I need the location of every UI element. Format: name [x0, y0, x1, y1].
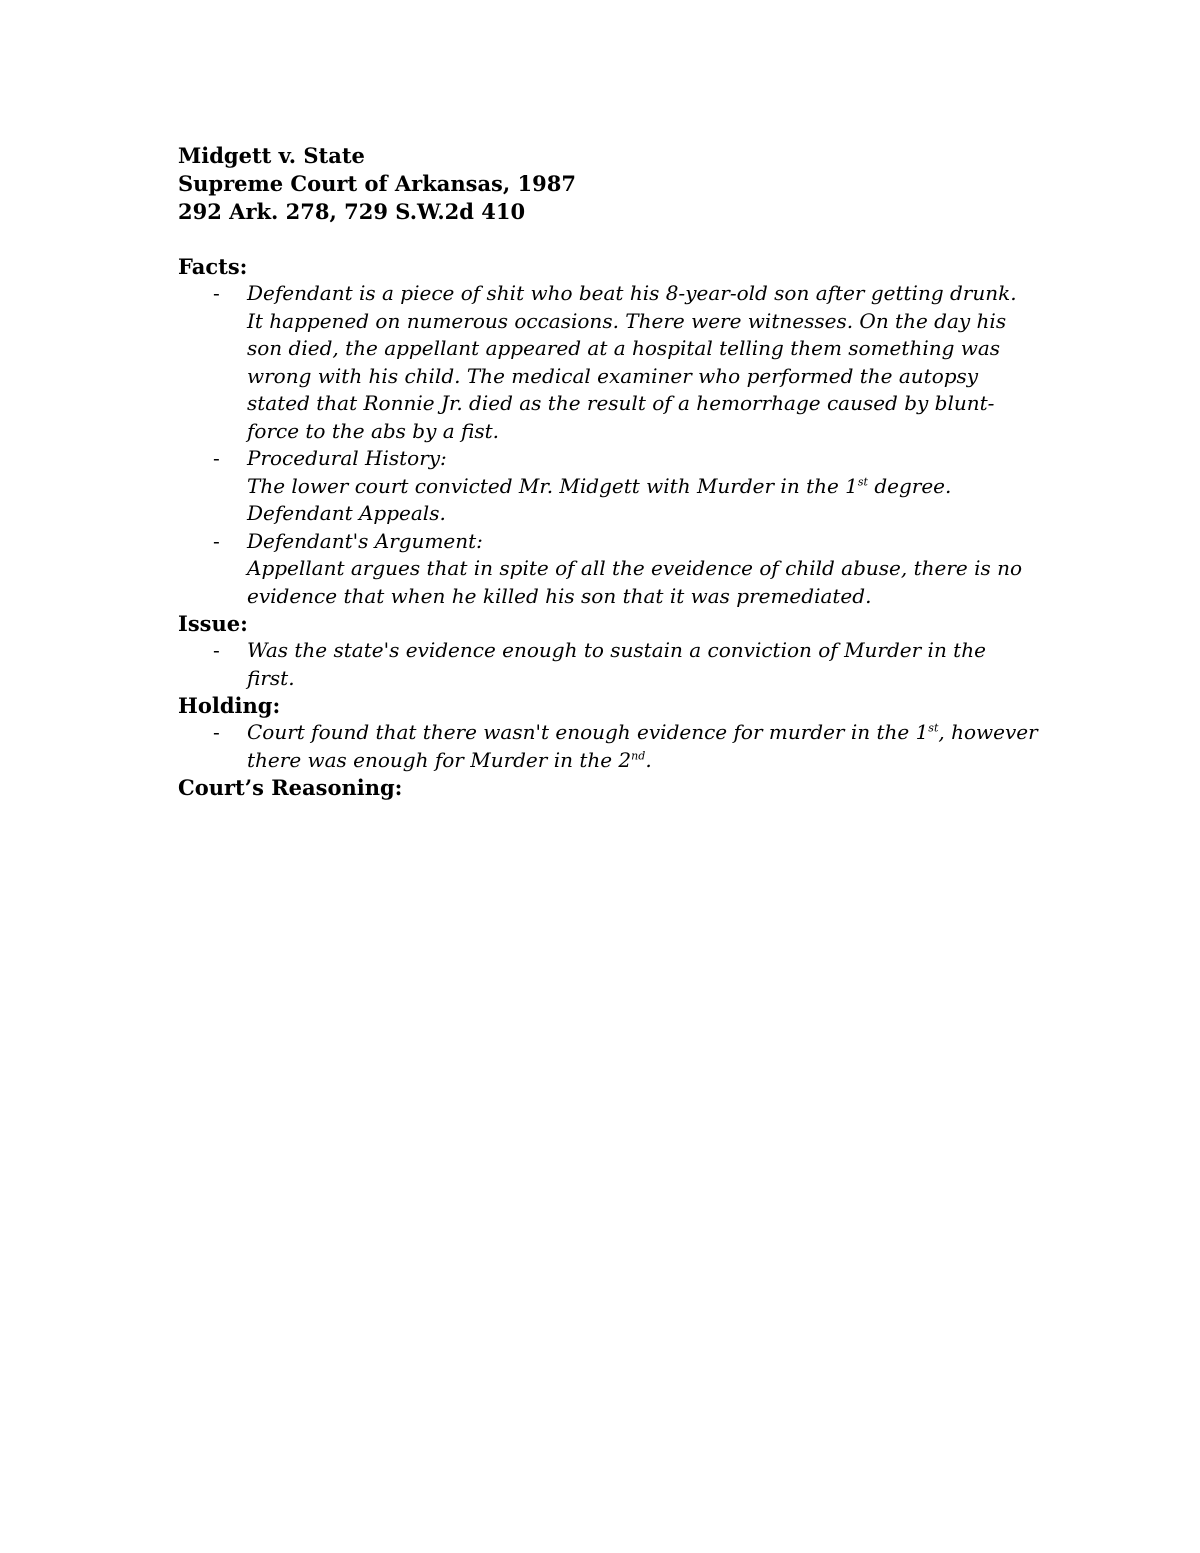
bullet-dash: -	[213, 638, 220, 662]
defendant-argument-label: Defendant's Argument:	[247, 528, 483, 553]
defendant-argument-bullet	[178, 528, 1038, 611]
case-citation: 292 Ark. 278, 729 S.W.2d 410	[178, 199, 526, 224]
facts-list	[178, 280, 1038, 610]
ordinal-suffix: st	[857, 474, 868, 488]
ordinal-suffix: nd	[631, 748, 646, 762]
court-name: Supreme Court of Arkansas, 1987	[178, 171, 576, 196]
holding-bullet	[178, 719, 1038, 774]
facts-heading: Facts:	[178, 254, 248, 279]
issue-list	[178, 637, 1038, 692]
issue-text: Was the state's evidence enough to sustain a conviction of Murder in the first.	[247, 638, 986, 690]
facts-bullet	[178, 280, 1038, 445]
procedural-history-bullet	[178, 445, 1038, 528]
procedural-history-text: The lower court convicted Mr. Midgett with Murder in the 1st degree. Defendant Appeals.	[247, 473, 952, 525]
issue-bullet	[178, 637, 1038, 692]
spacer	[178, 226, 1038, 253]
defendant-argument-text: Appellant argues that in spite of all the eveidence of child abuse, there is no evidence that when he killed his son that it was premediated.	[247, 556, 1023, 608]
procedural-history-label: Procedural History:	[247, 446, 447, 470]
case-brief	[178, 142, 1038, 801]
facts-text: Defendant is a piece of shit who beat his 8-year-old son after getting drunk. It happened on numerous occasions. There were witnesses. On the day his son died, the appellant appeared at a hospital telling them something was wrong with his child. The medical examiner who performed the autopsy stated that Ronnie Jr. died as the result of a hemorrhage caused by blunt-force to the abs by a fist.	[247, 281, 1017, 443]
issue-heading: Issue:	[178, 611, 248, 636]
bullet-dash: -	[213, 446, 220, 470]
bullet-dash: -	[213, 281, 220, 305]
ordinal-suffix: st	[928, 721, 939, 735]
reasoning-heading: Court’s Reasoning:	[178, 775, 403, 800]
case-title: Midgett v. State	[178, 143, 365, 168]
bullet-dash: -	[213, 720, 220, 744]
bullet-dash: -	[213, 528, 220, 553]
holding-text: Court found that there wasn't enough evidence for murder in the 1st, however there was enough for Murder in the 2nd.	[247, 720, 1038, 772]
holding-heading: Holding:	[178, 693, 281, 718]
holding-list	[178, 719, 1038, 774]
